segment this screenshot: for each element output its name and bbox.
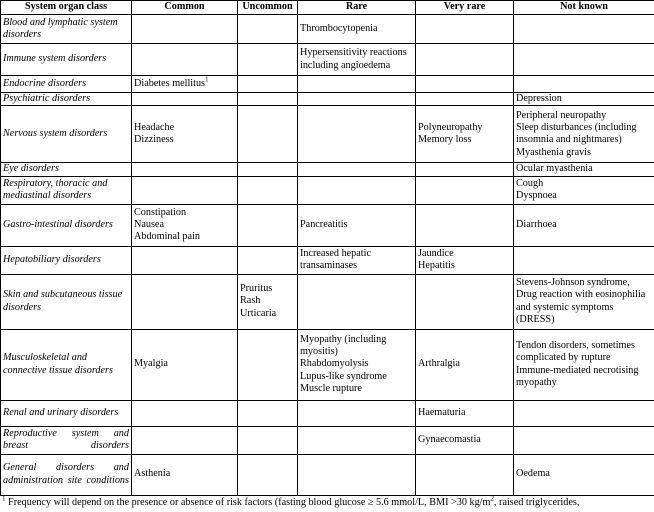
footnote-text-continued: , raised triglycerides, bbox=[493, 497, 580, 508]
not-known-cell: Diarrhoea bbox=[514, 204, 654, 246]
footnote bbox=[0, 496, 654, 512]
rare-cell: Thrombocytopenia bbox=[298, 15, 416, 44]
header-very-rare: Very rare bbox=[416, 1, 514, 15]
very-rare-cell: Jaundice Hepatitis bbox=[416, 246, 514, 274]
not-known-cell: Ocular myasthenia bbox=[514, 163, 654, 176]
very-rare-cell bbox=[416, 274, 514, 329]
header-uncommon: Uncommon bbox=[238, 1, 298, 15]
rare-cell bbox=[298, 106, 416, 163]
common-cell bbox=[132, 15, 238, 44]
table-row bbox=[1, 176, 654, 204]
common-cell bbox=[132, 426, 238, 454]
not-known-cell: Depression bbox=[514, 93, 654, 106]
not-known-cell: Peripheral neuropathy Sleep disturbances (including insomnia and nightmares) Myasthenia gravis bbox=[514, 106, 654, 163]
table-row bbox=[1, 246, 654, 274]
common-cell: Headache Dizziness bbox=[132, 106, 238, 163]
header-not-known: Not known bbox=[514, 1, 654, 15]
uncommon-cell bbox=[238, 246, 298, 274]
uncommon-cell bbox=[238, 106, 298, 163]
soc-cell: Blood and lymphatic system disorders bbox=[1, 15, 132, 44]
rare-cell: Increased hepatic transaminases bbox=[298, 246, 416, 274]
common-cell bbox=[132, 163, 238, 176]
not-known-cell: Oedema bbox=[514, 454, 654, 495]
header-row bbox=[1, 1, 654, 15]
table-row bbox=[1, 274, 654, 329]
uncommon-cell bbox=[238, 93, 298, 106]
uncommon-cell bbox=[238, 176, 298, 204]
not-known-cell bbox=[514, 15, 654, 44]
table-row bbox=[1, 163, 654, 176]
soc-cell: Nervous system disorders bbox=[1, 106, 132, 163]
soc-cell: Musculoskeletal and connective tissue disorders bbox=[1, 329, 132, 400]
very-rare-cell bbox=[416, 163, 514, 176]
uncommon-cell bbox=[238, 163, 298, 176]
table-row bbox=[1, 400, 654, 426]
very-rare-cell: Arthralgia bbox=[416, 329, 514, 400]
very-rare-cell bbox=[416, 176, 514, 204]
common-cell: Myalgia bbox=[132, 329, 238, 400]
common-cell bbox=[132, 246, 238, 274]
uncommon-cell bbox=[238, 204, 298, 246]
uncommon-cell bbox=[238, 454, 298, 495]
not-known-cell: Cough Dyspnoea bbox=[514, 176, 654, 204]
soc-cell: Reproductive system and breast disorders bbox=[1, 426, 132, 454]
uncommon-cell bbox=[238, 426, 298, 454]
soc-cell: Immune system disorders bbox=[1, 44, 132, 76]
uncommon-cell bbox=[238, 329, 298, 400]
not-known-cell bbox=[514, 426, 654, 454]
uncommon-cell bbox=[238, 15, 298, 44]
soc-cell: Eye disorders bbox=[1, 163, 132, 176]
rare-cell bbox=[298, 426, 416, 454]
very-rare-cell bbox=[416, 454, 514, 495]
soc-cell: Endocrine disorders bbox=[1, 76, 132, 93]
rare-cell bbox=[298, 176, 416, 204]
not-known-cell bbox=[514, 400, 654, 426]
not-known-cell bbox=[514, 246, 654, 274]
soc-cell: Renal and urinary disorders bbox=[1, 400, 132, 426]
footnote-ref: 1 bbox=[205, 75, 209, 84]
very-rare-cell bbox=[416, 76, 514, 93]
very-rare-cell bbox=[416, 15, 514, 44]
table-row bbox=[1, 44, 654, 76]
table-row bbox=[1, 76, 654, 93]
common-cell bbox=[132, 76, 238, 93]
uncommon-cell bbox=[238, 44, 298, 76]
header-common: Common bbox=[132, 1, 238, 15]
footnote-marker: 1 bbox=[2, 496, 6, 503]
uncommon-cell bbox=[238, 400, 298, 426]
soc-cell: Skin and subcutaneous tissue disorders bbox=[1, 274, 132, 329]
header-rare: Rare bbox=[298, 1, 416, 15]
very-rare-cell bbox=[416, 44, 514, 76]
table-row bbox=[1, 93, 654, 106]
footnote-text: Frequency will depend on the presence or absence of risk factors (fasting blood glucose ≥ 5.6 mmol/L, BMI >30 kg/m bbox=[5, 497, 491, 508]
common-cell: Asthenia bbox=[132, 454, 238, 495]
header-system-organ-class: System organ class bbox=[1, 1, 132, 15]
common-text: Diabetes mellitus bbox=[134, 77, 206, 89]
table-row bbox=[1, 15, 654, 44]
not-known-cell: Tendon disorders, sometimes complicated by rupture Immune-mediated necrotising myopathy bbox=[514, 329, 654, 400]
rare-cell: Myopathy (including myositis) Rhabdomyolysis Lupus-like syndrome Muscle rupture bbox=[298, 329, 416, 400]
common-cell bbox=[132, 176, 238, 204]
not-known-cell bbox=[514, 76, 654, 93]
rare-cell: Hypersensitivity reactions including angioedema bbox=[298, 44, 416, 76]
common-cell: Constipation Nausea Abdominal pain bbox=[132, 204, 238, 246]
table-row bbox=[1, 106, 654, 163]
uncommon-cell: Pruritus Rash Urticaria bbox=[238, 274, 298, 329]
table-row bbox=[1, 204, 654, 246]
not-known-cell: Stevens-Johnson syndrome, Drug reaction with eosinophilia and systemic symptoms (DRESS) bbox=[514, 274, 654, 329]
table-row bbox=[1, 426, 654, 454]
common-cell bbox=[132, 93, 238, 106]
soc-cell: Respiratory, thoracic and mediastinal disorders bbox=[1, 176, 132, 204]
rare-cell bbox=[298, 93, 416, 106]
rare-cell bbox=[298, 454, 416, 495]
footnote-superscript: 2 bbox=[490, 496, 494, 503]
very-rare-cell bbox=[416, 93, 514, 106]
common-cell bbox=[132, 400, 238, 426]
table-row bbox=[1, 454, 654, 495]
rare-cell: Pancreatitis bbox=[298, 204, 416, 246]
soc-cell: Hepatobiliary disorders bbox=[1, 246, 132, 274]
very-rare-cell: Polyneuropathy Memory loss bbox=[416, 106, 514, 163]
soc-cell: Gastro-intestinal disorders bbox=[1, 204, 132, 246]
very-rare-cell bbox=[416, 204, 514, 246]
common-cell bbox=[132, 44, 238, 76]
very-rare-cell: Haematuria bbox=[416, 400, 514, 426]
common-cell bbox=[132, 274, 238, 329]
not-known-cell bbox=[514, 44, 654, 76]
rare-cell bbox=[298, 274, 416, 329]
rare-cell bbox=[298, 76, 416, 93]
very-rare-cell: Gynaecomastia bbox=[416, 426, 514, 454]
soc-cell: Psychiatric disorders bbox=[1, 93, 132, 106]
rare-cell bbox=[298, 163, 416, 176]
uncommon-cell bbox=[238, 76, 298, 93]
table-row bbox=[1, 329, 654, 400]
rare-cell bbox=[298, 400, 416, 426]
soc-cell: General disorders and administration site conditions bbox=[1, 454, 132, 495]
